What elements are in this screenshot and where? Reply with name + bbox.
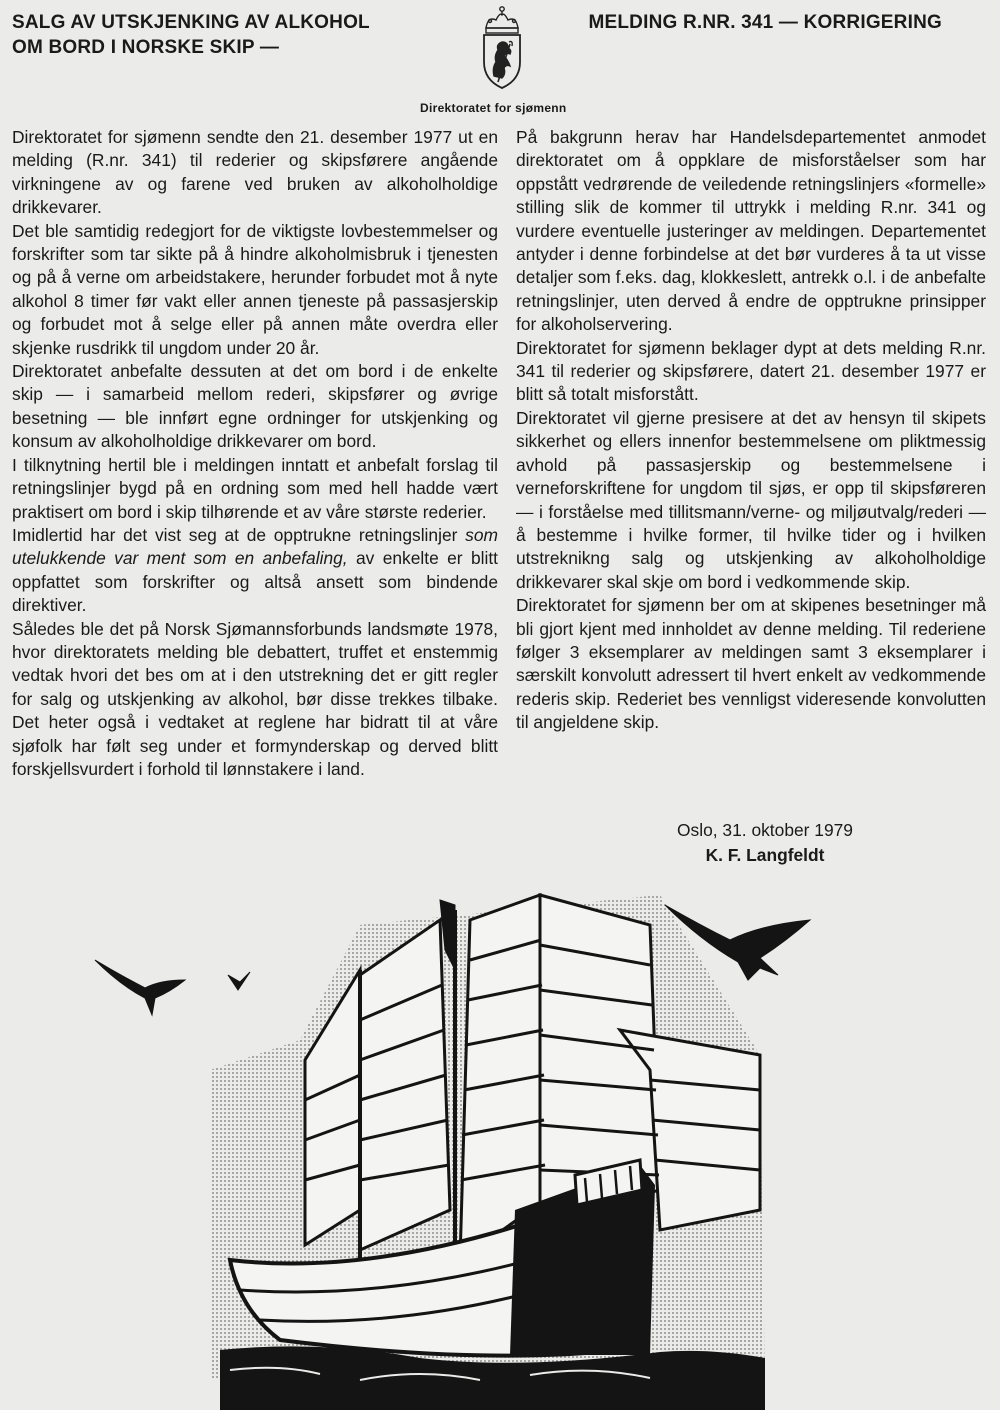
left-column: [12, 126, 498, 781]
body-paragraph: Direktoratet for sjømenn beklager dypt at dets melding R.nr. 341 til rederier og skipsførere, datert 21. desember 1977 er blitt så totalt misforstått.: [516, 337, 986, 405]
place-date: Oslo, 31. oktober 1979: [677, 820, 853, 840]
right-column: [516, 126, 986, 735]
body-text: av enkelte er blitt oppfattet som forskrifter og altså ansett som bindende direktiver.: [12, 548, 499, 616]
signoff: [600, 818, 930, 868]
chinese-junk-ship-with-seagulls-icon: [60, 880, 1000, 1410]
body-paragraph: Direktoratet for sjømenn sendte den 21. desember 1977 ut en melding (R.nr. 341) til rederier og skipsførere angående virkningene av og farene ved bruken av alkoholholdige drikkevarer.: [12, 127, 498, 218]
signatory-name: K. F. Langfeldt: [705, 845, 825, 865]
issuer-name: Direktoratet for sjømenn: [420, 101, 567, 115]
document-title: [12, 10, 370, 60]
body-paragraph: Det ble samtidig redegjort for de viktigste lovbestemmelser og forskrifter som tar sikte på å hindre alkoholmisbruk i tjenesten og på å verne om arbeidstakere, herunder forbudet mot å nyte alkohol 8 timer før vakt eller annen tjeneste på passasjerskip og forbudet mot å selge eller på annen måte overdra eller skjenke rusdrikk til ungdom under 20 år.: [12, 220, 498, 358]
body-paragraph: Direktoratet for sjømenn ber om at skipenes besetninger må bli gjort kjent med innholdet av denne melding. Til rederiene følger 3 eksemplarer av meldingen samt 3 eksemplarer i særskilt konvolutt adressert til hvert enkelt av vedkommende rederis skip. Rederiet bes vennligst videresende konvolutten til angjeldene skip.: [516, 595, 986, 733]
body-paragraph: [12, 524, 498, 618]
body-paragraph: Direktoratet vil gjerne presisere at det av hensyn til skipets sikkerhet og ellers innenfor bestemmelsene om pliktmessig avhold på passasjerskip og bestemmelsene i verneforskriftene for ungdom til sjøs, er opp til skipsføreren — i forståelse med tillitsmann/verne- og miljøutvalg/rederi — å bestemme i hvilke former, til hvilke tider og i hvilken utstreknikng salg og utskjenking av alkoholholdige drikkevarer skal skje om bord i vedkommende skip.: [516, 407, 986, 592]
body-paragraph: Således ble det på Norsk Sjømannsforbunds landsmøte 1978, hvor direktoratets melding ble debattert, truffet et enstemmig vedtak hvori det bes om at i den utstrekning det er gitt regler for salg og utskjenking av alkohol, bør disse trekkes tilbake. Det heter også i vedtaket at reglene har bidratt til at våre sjøfolk har følt seg under et formynderskap og derved blitt forskjellsvurdert i forhold til lønnstakere i land.: [12, 618, 498, 779]
emphasis-text: som utelukkende var ment som en anbefaling,: [12, 524, 498, 569]
body-text: Imidlertid har det vist seg at de opptrukne retningslinjer: [12, 524, 458, 545]
message-reference: MELDING R.NR. 341 — KORRIGERING: [588, 12, 942, 33]
title-line-1: SALG AV UTSKJENKING AV ALKOHOL: [12, 12, 370, 33]
seagull-icon: [95, 960, 185, 1015]
body-paragraph: På bakgrunn herav har Handelsdepartementet anmodet direktoratet om å oppklare de misforståelser som har oppstått vedrørende de veiledende retningslinjers «formelle» stilling slik de kommer til uttrykk i melding R.nr. 341 og vurdere eventuelle justeringer av meldingen. Departementet antyder i denne forbindelse at det bør vurderes å ta ut visse detaljer som f.eks. dag, klokkeslett, antrekk o.l. i de anbefalte retningslinjer, uten derved å endre de opptrukne prinsipper for alkoholservering.: [516, 127, 986, 335]
body-paragraph: Direktoratet anbefalte dessuten at det om bord i de enkelte skip — i samarbeid mellom rederi, skipsfører og øvrige besetning — ble innført egne ordninger for utskjenking og konsum av alkoholholdige drikkevarer om bord.: [12, 361, 498, 452]
norwegian-coat-of-arms-icon: [476, 4, 528, 92]
seagull-icon: [228, 972, 250, 990]
title-line-2: OM BORD I NORSKE SKIP —: [12, 37, 280, 58]
body-paragraph: I tilknytning hertil ble i meldingen inntatt et anbefalt forslag til retningslinjer bygd på en ordning som med hell hadde vært praktisert om bord i skip tilhørende et av våre største rederier.: [12, 454, 498, 522]
